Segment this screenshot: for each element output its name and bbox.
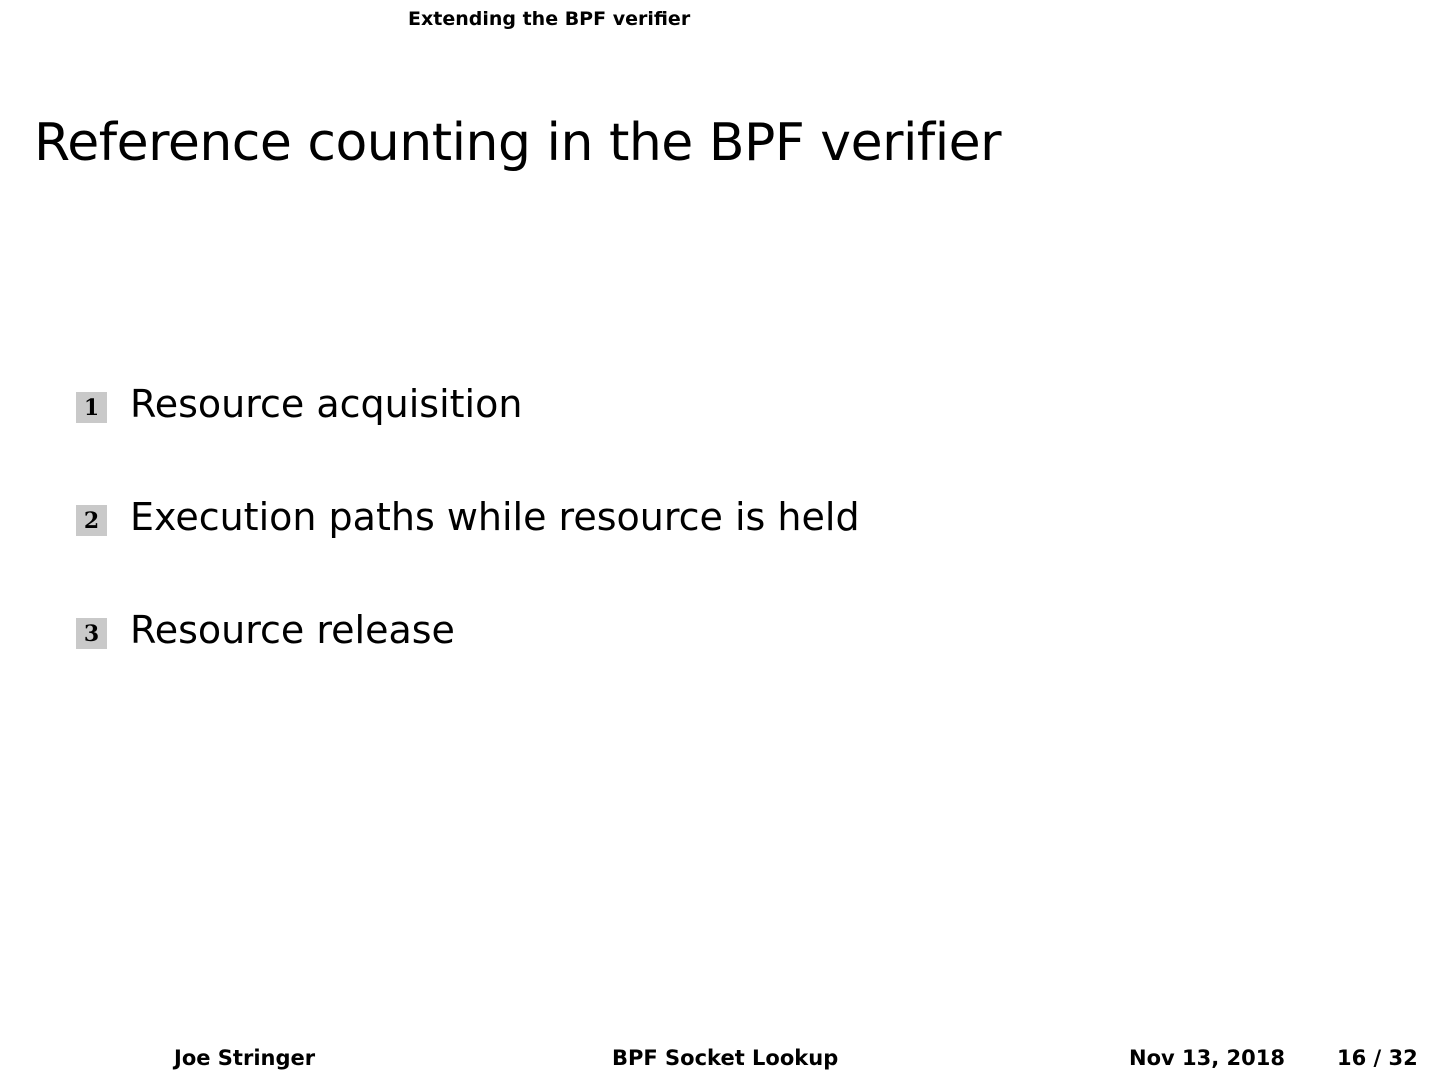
item-text: Resource acquisition — [130, 382, 523, 426]
item-text: Resource release — [130, 608, 455, 652]
footer-talk-title: BPF Socket Lookup — [612, 1046, 839, 1070]
enumerated-list — [76, 378, 860, 717]
section-header: Extending the BPF verifier — [408, 8, 691, 30]
item-number-badge: 1 — [76, 392, 107, 423]
footer — [0, 1046, 1440, 1076]
item-number-badge: 3 — [76, 618, 107, 649]
footer-page-number: 16 / 32 — [1337, 1046, 1418, 1070]
list-item — [76, 604, 860, 717]
list-item — [76, 378, 860, 491]
item-text: Execution paths while resource is held — [130, 495, 860, 539]
footer-date: Nov 13, 2018 — [1129, 1046, 1285, 1070]
footer-author: Joe Stringer — [174, 1046, 316, 1070]
list-item — [76, 491, 860, 604]
slide-title: Reference counting in the BPF verifier — [34, 112, 1002, 173]
item-number-badge: 2 — [76, 505, 107, 536]
